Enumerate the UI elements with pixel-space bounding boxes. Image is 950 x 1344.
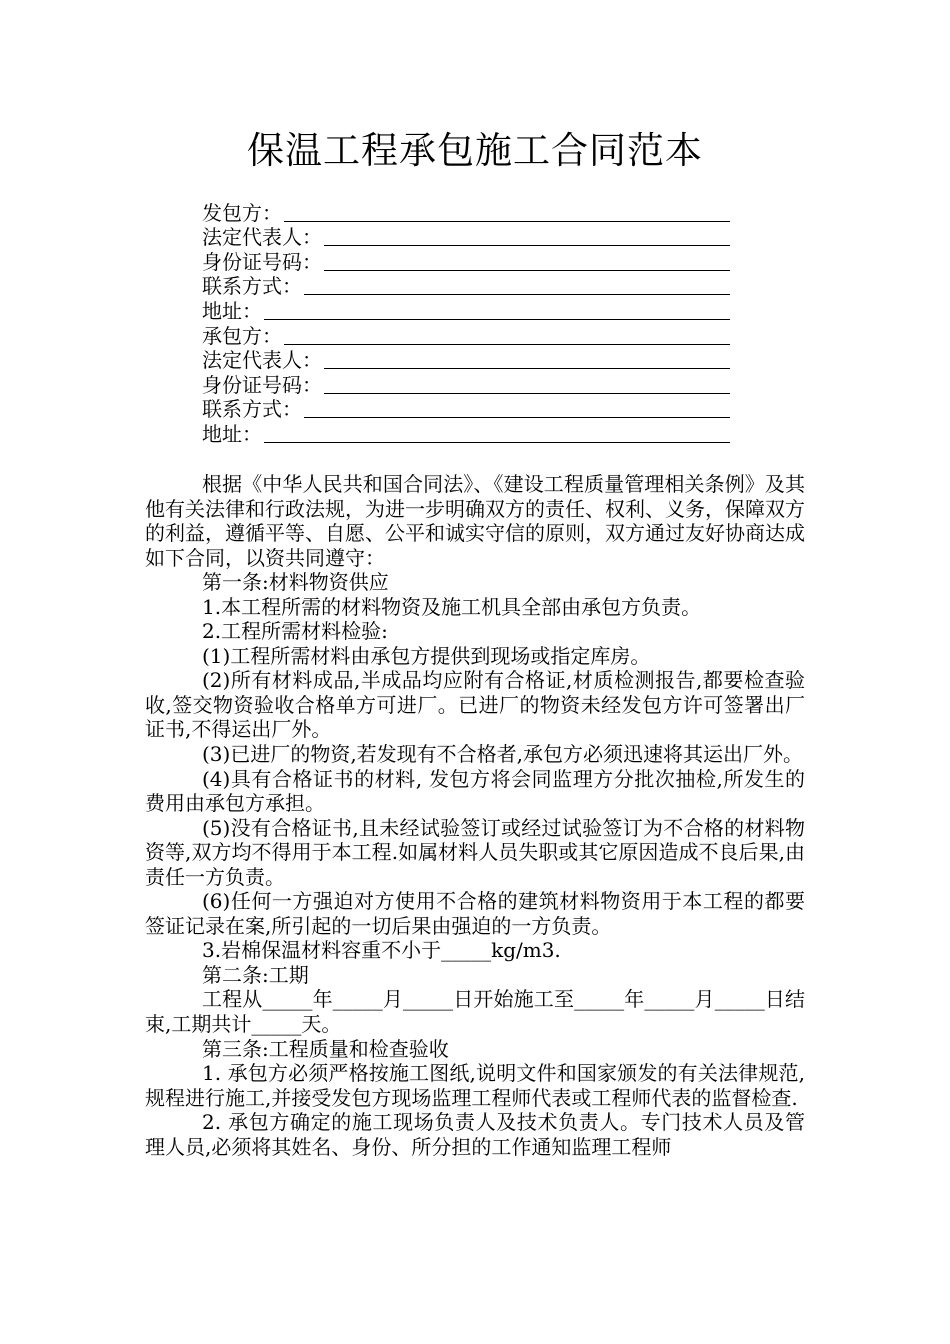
- clause-paragraph: 2. 承包方确定的施工现场负责人及技术负责人。专门技术人员及管理人员,必须将其姓名、身份、所分担的工作通知监理工程师: [145, 1110, 805, 1159]
- clause-paragraph: (2)所有材料成品,半成品均应附有合格证,材质检测报告,都要检查验收,签交物资验收合格单方可进厂。已进厂的物资未经发包方许可签署出厂证书,不得运出厂外。: [145, 668, 805, 742]
- party-row-contractor-representative: [202, 348, 730, 373]
- party-label: 地址：: [202, 421, 262, 446]
- fill-in-line: [304, 417, 730, 418]
- fill-in-line: [284, 344, 730, 345]
- clause-paragraph: 1.本工程所需的材料物资及施工机具全部由承包方负责。: [202, 594, 702, 619]
- article-heading: 第二条:工期: [202, 962, 309, 987]
- preamble-paragraph: 根据《中华人民共和国合同法》、《建设工程质量管理相关条例》及其他有关法律和行政法规，为进一步明确双方的责任、权利、义务，保障双方的利益，遵循平等、自愿、公平和诚实守信的原则，双方通过友好协商达成如下合同，以资共同遵守：: [145, 472, 805, 570]
- document-title: 保温工程承包施工合同范本: [247, 129, 703, 172]
- clause-paragraph: (5)没有合格证书,且未经试验签订或经过试验签订为不合格的材料物资等,双方均不得用于本工程.如属材料人员失职或其它原因造成不良后果,由责任一方负责。: [145, 815, 805, 889]
- clause-paragraph: (3)已进厂的物资,若发现有不合格者,承包方必须迅速将其运出厂外。: [202, 742, 804, 767]
- party-row-employer: [202, 200, 730, 225]
- party-label: 身份证号码：: [202, 249, 322, 274]
- party-row-contractor-id: [202, 372, 730, 397]
- party-label: 承包方：: [202, 323, 282, 348]
- fill-in-line: [324, 393, 730, 394]
- party-row-employer-address: [202, 298, 730, 323]
- party-label: 地址：: [202, 298, 262, 323]
- party-row-contractor-contact: [202, 397, 730, 422]
- party-row-employer-contact: [202, 274, 730, 299]
- fill-in-line: [264, 442, 730, 443]
- party-row-employer-id: [202, 249, 730, 274]
- party-label: 发包方：: [202, 200, 282, 225]
- party-label: 法定代表人：: [202, 225, 322, 250]
- clause-paragraph: (1)工程所需材料由承包方提供到现场或指定库房。: [202, 643, 651, 668]
- fill-in-line: [304, 294, 730, 295]
- party-label: 身份证号码：: [202, 372, 322, 397]
- fill-in-line: [284, 221, 730, 222]
- article-heading: 第三条:工程质量和检查验收: [202, 1036, 449, 1061]
- party-row-contractor: [202, 323, 730, 348]
- party-label: 联系方式：: [202, 397, 302, 422]
- party-info-block: [202, 200, 730, 446]
- fill-in-line: [264, 319, 730, 320]
- clause-paragraph: 3.岩棉保温材料容重不小于_____kg/m3.: [202, 938, 561, 963]
- party-row-employer-representative: [202, 225, 730, 250]
- party-label: 联系方式：: [202, 274, 302, 299]
- article-heading: 第一条:材料物资供应: [202, 570, 389, 595]
- fill-in-line: [324, 368, 730, 369]
- clause-paragraph: 1. 承包方必须严格按施工图纸,说明文件和国家颁发的有关法律规范,规程进行施工,并接受发包方现场监理工程师代表或工程师代表的监督检查.: [145, 1061, 805, 1110]
- clause-paragraph: (4)具有合格证书的材料, 发包方将会同监理方分批次抽检,所发生的费用由承包方承担。: [145, 766, 805, 816]
- fill-in-line: [324, 245, 730, 246]
- party-label: 法定代表人：: [202, 348, 322, 373]
- clause-paragraph: (6)任何一方强迫对方使用不合格的建筑材料物资用于本工程的都要签证记录在案,所引起的一切后果由强迫的一方负责。: [145, 889, 805, 938]
- fill-in-line: [324, 270, 730, 271]
- contract-body: [145, 472, 805, 1159]
- clause-paragraph: 工程从_____年_____月_____日开始施工至_____年_____月_____日结束,工期共计_____天。: [145, 987, 805, 1037]
- party-row-contractor-address: [202, 421, 730, 446]
- clause-paragraph: 2.工程所需材料检验:: [202, 619, 388, 644]
